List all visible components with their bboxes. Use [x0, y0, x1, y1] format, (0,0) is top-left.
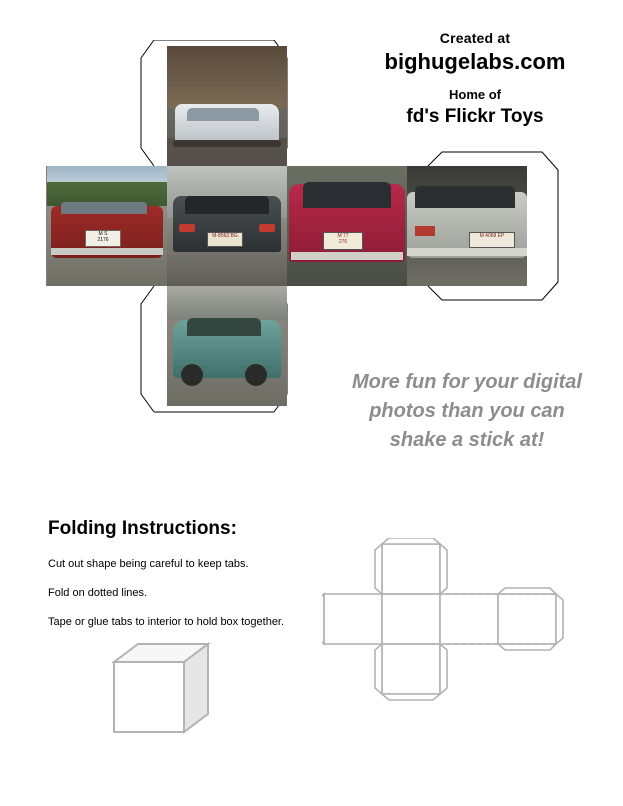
flickr-toys-title: fd's Flickr Toys [406, 106, 544, 127]
photo-top [167, 46, 287, 166]
cube-icon [112, 640, 224, 738]
cube-net-diagram [322, 538, 572, 703]
created-at-label: Created at [439, 30, 511, 46]
brand-title: bighugelabs.com [384, 49, 566, 74]
folding-instructions-steps [48, 558, 328, 645]
photo-left [47, 166, 167, 286]
photo-right-image [287, 166, 407, 286]
instruction-step-3: Tape or glue tabs to interior to hold box together. [48, 616, 285, 628]
photo-right [287, 166, 407, 286]
cube-net-icon [322, 538, 572, 703]
instruction-step-1: Cut out shape being careful to keep tabs. [48, 558, 249, 570]
home-of-label: Home of [449, 87, 501, 102]
photo-back [407, 166, 527, 286]
photo-back-image [407, 166, 527, 286]
license-plate-front: M-8563 BG [207, 232, 243, 247]
license-plate-right: M 77 276 [323, 232, 363, 250]
photo-front-image [167, 166, 287, 286]
photo-bottom [167, 286, 287, 406]
folding-instructions-title: Folding Instructions: [48, 518, 237, 539]
photo-front [167, 166, 287, 286]
cube-illustration [112, 640, 224, 738]
license-plate-back: M 4068 EP [469, 232, 515, 248]
tagline: More fun for your digital photos than you can shake a stick at! [352, 371, 582, 451]
instruction-step-2: Fold on dotted lines. [48, 587, 148, 599]
photo-bottom-image [167, 286, 287, 406]
license-plate-left: M S 2176 [85, 230, 121, 247]
photo-top-image [167, 46, 287, 166]
photo-left-image [47, 166, 167, 286]
